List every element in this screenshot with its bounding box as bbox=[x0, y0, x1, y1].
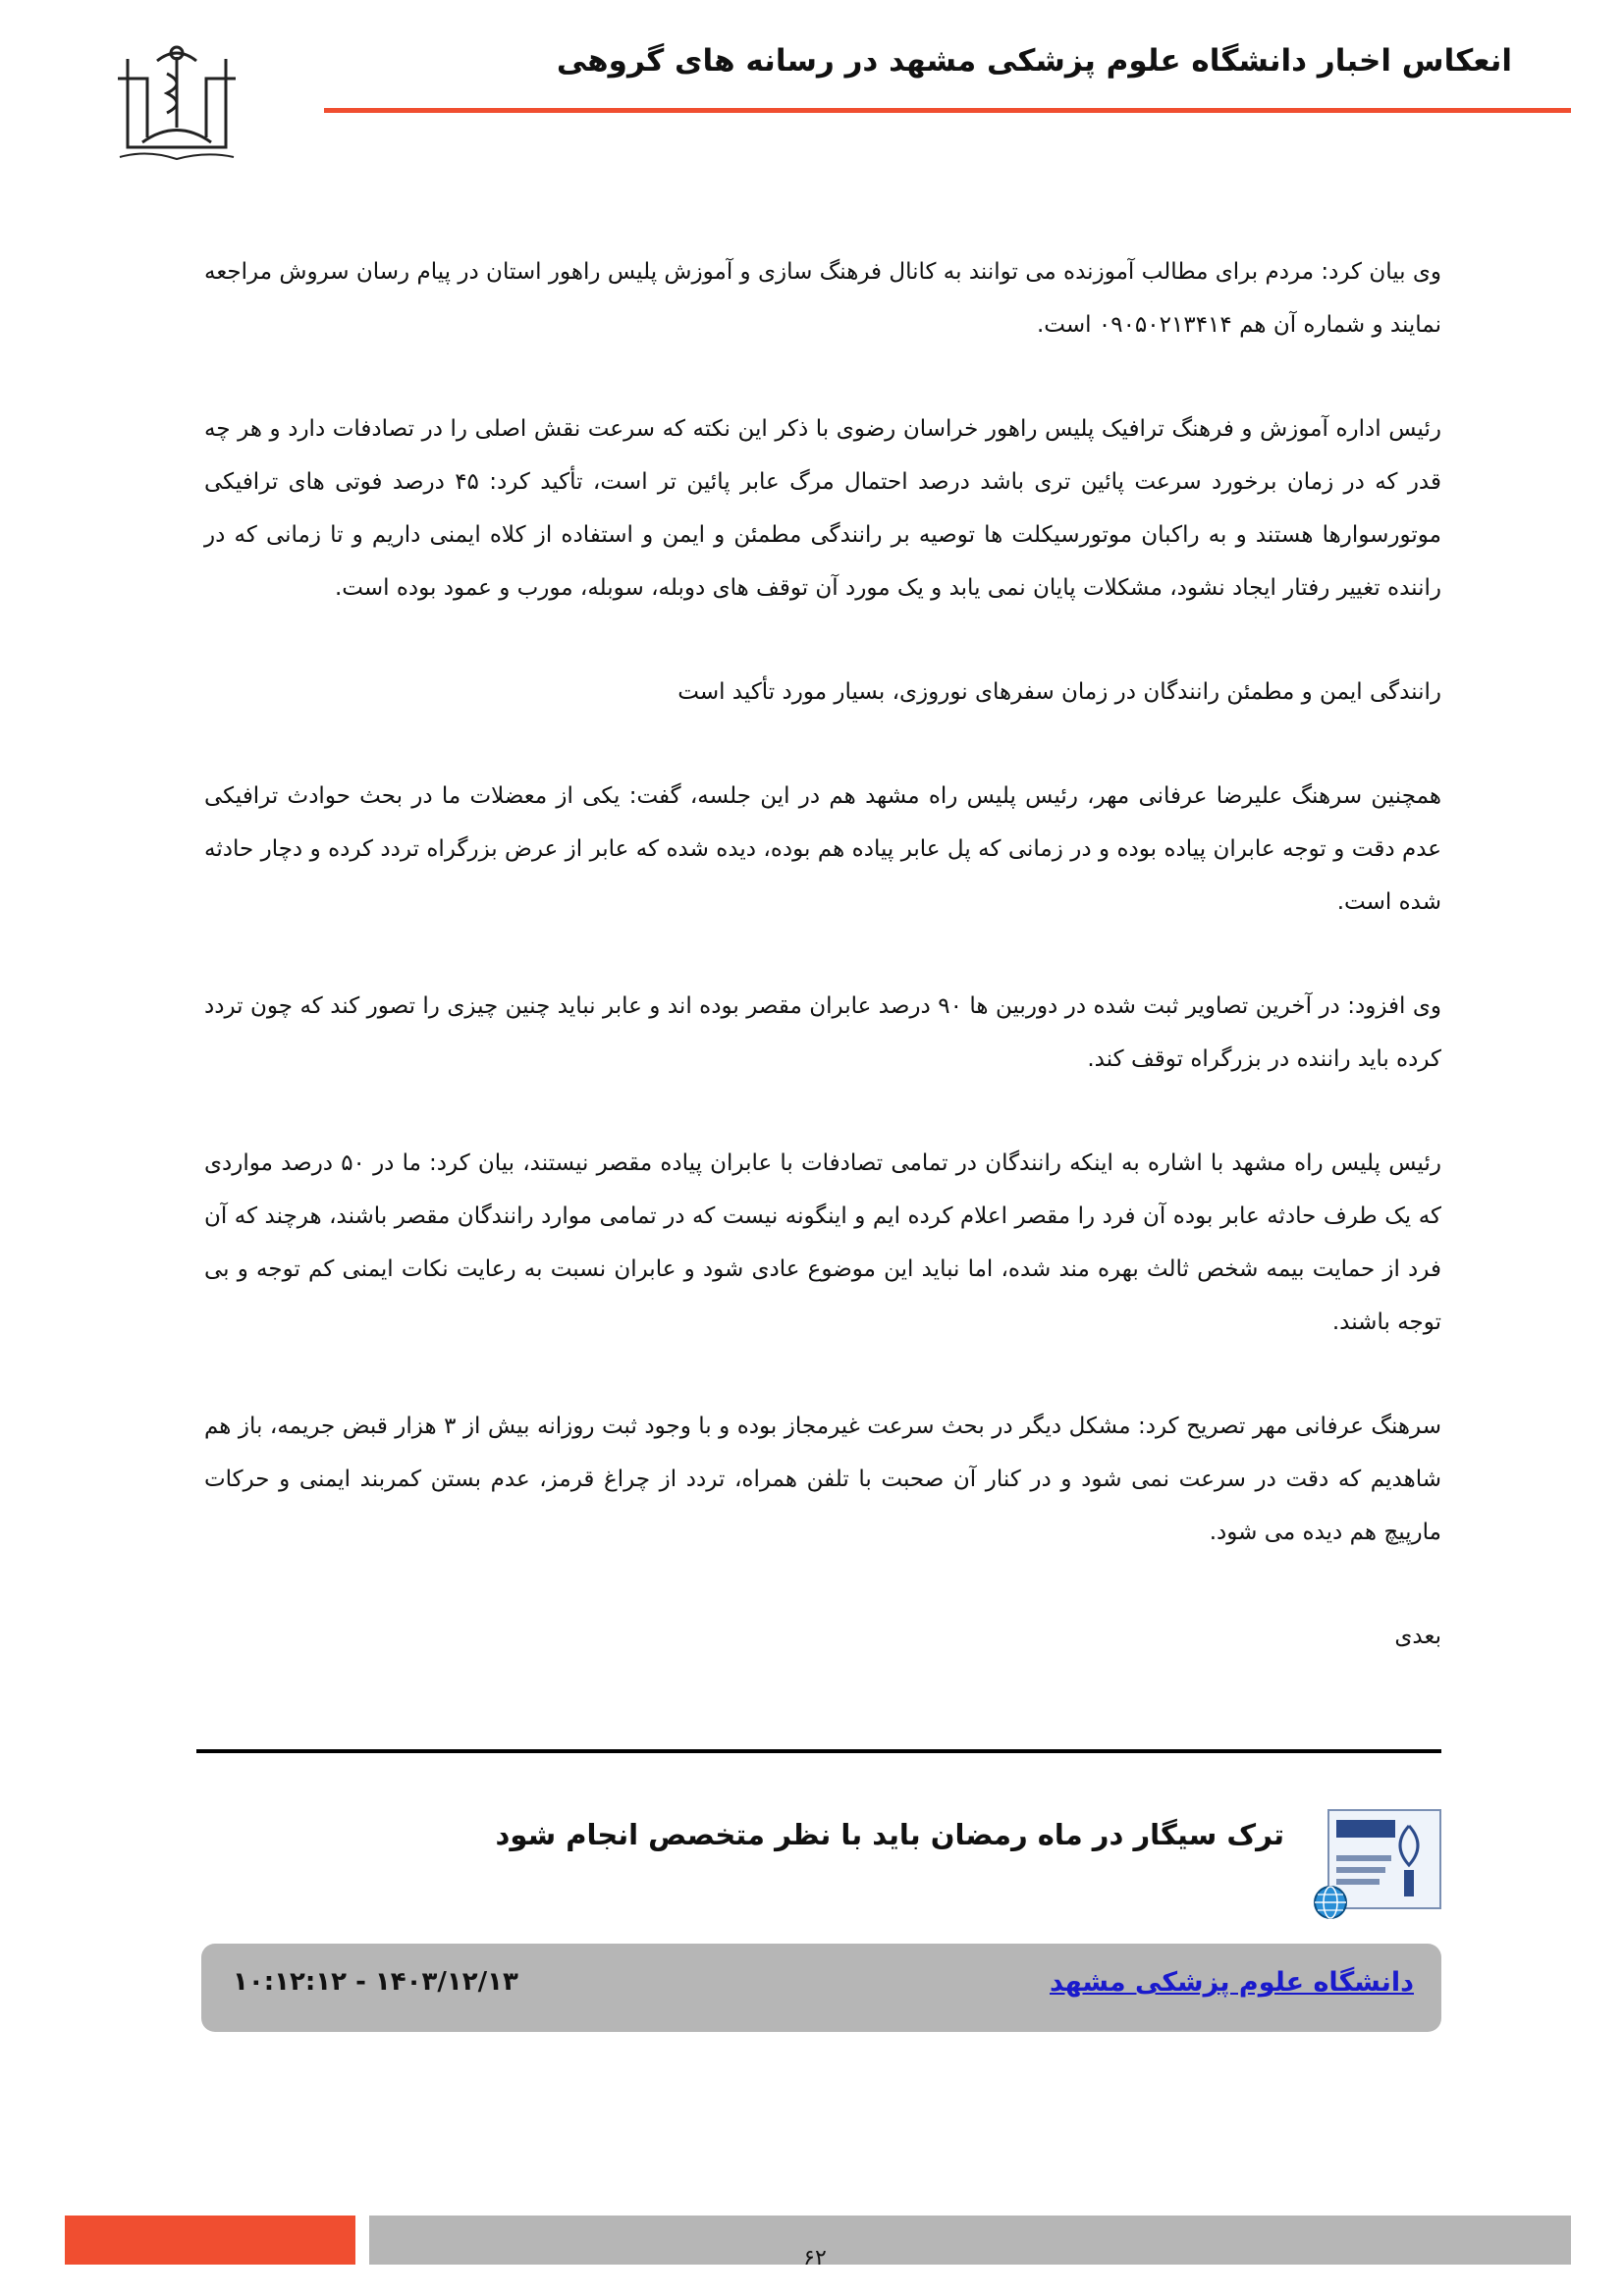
article-paragraph: رئیس پلیس راه مشهد با اشاره به اینکه رانندگان در تمامی تصادفات با عابران پیاده مقصر نیستند، بیان کرد: ما در ۵۰ درصد مواردی که یک طرف حادثه عابر بوده آن فرد را مقصر اعلام کرده ایم و اینگونه نیست که در تمامی موارد رانندگان مقصر باشند، هرچند که آن فرد از حمایت بیمه شخص ثالث بهره مند شده، اما نباید این موضوع عادی شود و عابران نسبت به رعایت نکات ایمنی کم توجه و بی توجه باشند. bbox=[204, 1150, 1441, 1335]
footer-accent-bar bbox=[65, 2216, 355, 2265]
news-date: ۱۴۰۳/۱۲/۱۳ - ۱۰:۱۲:۱۲ bbox=[233, 1967, 518, 1997]
article-paragraph: وی افزود: در آخرین تصاویر ثبت شده در دوربین ها ۹۰ درصد عابران مقصر بوده اند و عابر نباید چنین چیزی را تصور کند که چون تردد کرده باید راننده در بزرگراه توقف کند. bbox=[204, 993, 1441, 1072]
section-divider bbox=[196, 1749, 1441, 1753]
news-item-title[interactable]: ترک سیگار در ماه رمضان باید با نظر متخصص انجام شود bbox=[495, 1818, 1284, 1851]
footer-gray-bar bbox=[369, 2216, 1571, 2265]
next-link[interactable]: بعدی bbox=[1394, 1624, 1441, 1649]
article-paragraph: همچنین سرهنگ علیرضا عرفانی مهر، رئیس پلیس راه مشهد هم در این جلسه، گفت: یکی از معضلات ما در بحث حوادث ترافیکی عدم دقت و توجه عابران پیاده بوده و در زمانی که پل عابر پیاده هم بوده، دیده شده که عابر از عرض بزرگراه تردد کرده و دچار حادثه شده است. bbox=[204, 783, 1441, 915]
article-body bbox=[204, 245, 1441, 1663]
article-paragraph: رئیس اداره آموزش و فرهنگ ترافیک پلیس راهور خراسان رضوی با ذکر این نکته که سرعت نقش اصلی را در تصادفات دارد و هر چه قدر که در زمان برخورد سرعت پائین تری باشد درصد احتمال مرگ عابر پائین تر است، تأکید کرد: ۴۵ درصد فوتی های ترافیکی موتورسوارها هستند و به راکبان موتورسیکلت ها توصیه بر رانندگی مطمئن و ایمن و استفاده از کلاه ایمنی داریم و تا زمانی که در راننده تغییر رفتار ایجاد نشود، مشکلات پایان نمی یابد و یک مورد آن توقف های دوبله، سوبله، مورب و عمود بوده است. bbox=[204, 416, 1441, 601]
university-emblem-icon bbox=[108, 39, 245, 167]
header-accent-rule bbox=[324, 108, 1571, 113]
globe-icon bbox=[1315, 1887, 1346, 1918]
page-number: ۶۲ bbox=[803, 2246, 827, 2270]
source-link[interactable]: دانشگاه علوم پزشکی مشهد bbox=[1050, 1967, 1414, 1998]
article-paragraph: سرهنگ عرفانی مهر تصریح کرد: مشکل دیگر در بحث سرعت غیرمجاز بوده و با وجود ثبت روزانه بیش از ۳ هزار قبض جریمه، باز هم شاهدیم که دقت در سرعت نمی شود و در کنار آن صحبت با تلفن همراه، تردد از چراغ قرمز، عدم بستن کمربند ایمنی و حرکات مارپیچ هم دیده می شود. bbox=[204, 1414, 1442, 1545]
news-source-bar bbox=[201, 1944, 1441, 2032]
article-paragraph: رانندگی ایمن و مطمئن رانندگان در زمان سفرهای نوروزی، بسیار مورد تأکید است bbox=[677, 679, 1441, 705]
mums-logo-icon[interactable] bbox=[1311, 1806, 1444, 1922]
header-title: انعکاس اخبار دانشگاه علوم پزشکی مشهد در رسانه های گروهی bbox=[556, 43, 1512, 79]
article-paragraph: وی بیان کرد: مردم برای مطالب آموزنده می توانند به کانال فرهنگ سازی و آموزش پلیس راهور استان در پیام رسان سروش مراجعه نمایند و شماره آن هم ۰۹۰۵۰۲۱۳۴۱۴ است. bbox=[204, 259, 1441, 338]
